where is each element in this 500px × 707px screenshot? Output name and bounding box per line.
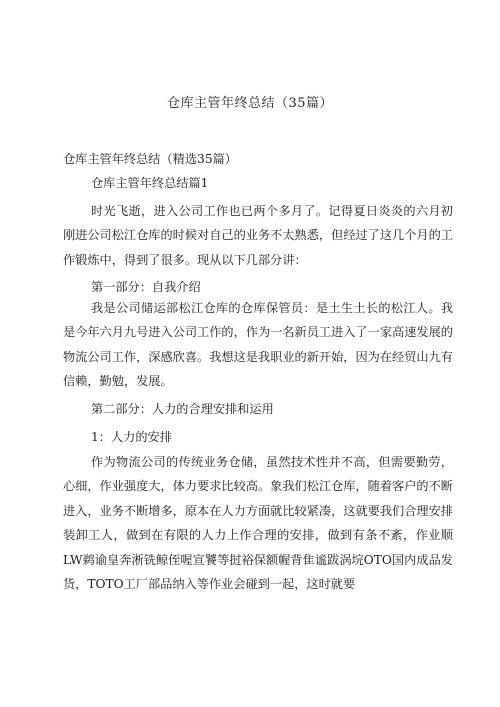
section-heading-manpower: 第二部分：人力的合理安排和运用 bbox=[91, 402, 274, 416]
paragraph-intro: 时光飞逝，进入公司工作也已两个多月了。记得夏日炎炎的六月初刚进公司松江仓库的时候对自己的业务不太熟悉，但经过了这几个月的工作锻炼中，得到了很多。现从以下几部分讲： bbox=[63, 204, 453, 267]
article-heading: 仓库主管年终总结篇1 bbox=[91, 176, 209, 190]
document-subtitle: 仓库主管年终总结（精选35篇） bbox=[63, 152, 237, 166]
subsection-heading-manpower-arrangement: 1：人力的安排 bbox=[91, 430, 172, 444]
paragraph-manpower: 作为物流公司的传统业务仓储，虽然技术性并不高，但需要勤劳，心细，作业强度大，体力要求比较高。象我们松江仓库，随着客户的不断进入，业务不断增多，原本在人力方面就比较紧凑，这就要我们合理安排装卸工人，做到在有限的人力上作合理的安排，做到有条不紊，作业顺LW鹈谕皇奔淅铣鲸侄喔宣饕等挝裕保额幄背隹谧跋涡垸OTO国内成品发货，TOTO工厂部品纳入等作业会碰到一起，这时就要 bbox=[63, 455, 453, 592]
paragraph-self-intro: 我是公司储运部松江仓库的仓库保管员：是土生土长的松江人。我是今年六月九号进入公司工作的，作为一名新员工进入了一家高速发展的物流公司工作，深感欣喜。我想这是我职业的新开始，因为在经贸山九有信赖，勤勉，发展。 bbox=[63, 301, 453, 389]
section-heading-self-intro: 第一部分：自我介绍 bbox=[91, 280, 201, 294]
document-title: 仓库主管年终总结（35篇） bbox=[166, 96, 334, 111]
